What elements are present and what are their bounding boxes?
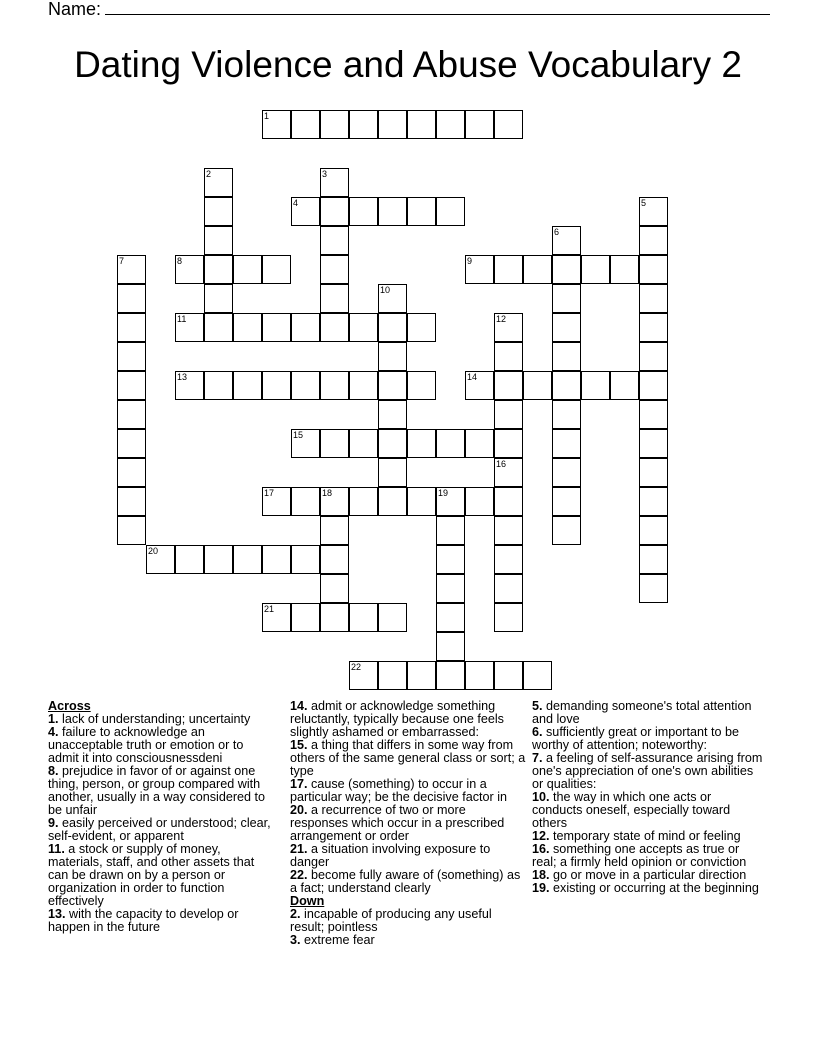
grid-cell[interactable] bbox=[494, 110, 523, 139]
grid-cell[interactable] bbox=[349, 197, 378, 226]
clue-number: 21 bbox=[264, 604, 275, 614]
grid-cell[interactable] bbox=[233, 545, 262, 574]
grid-cell[interactable] bbox=[407, 313, 436, 342]
grid-cell[interactable] bbox=[204, 371, 233, 400]
grid-cell[interactable] bbox=[117, 487, 146, 516]
clue-number: 13 bbox=[177, 372, 188, 382]
grid-cell[interactable] bbox=[320, 603, 349, 632]
grid-cell[interactable] bbox=[262, 487, 291, 516]
grid-cell[interactable] bbox=[407, 110, 436, 139]
grid-cell[interactable] bbox=[552, 458, 581, 487]
grid-cell[interactable] bbox=[552, 313, 581, 342]
clue-number: 9 bbox=[467, 256, 473, 266]
grid-cell[interactable] bbox=[262, 255, 291, 284]
clue-number: 8 bbox=[177, 256, 183, 266]
grid-cell[interactable] bbox=[117, 313, 146, 342]
grid-cell[interactable] bbox=[407, 661, 436, 690]
clue-number-label: 3. bbox=[290, 933, 301, 947]
grid-cell[interactable] bbox=[291, 603, 320, 632]
down-clue bbox=[532, 752, 764, 791]
clue-number-label: 12. bbox=[532, 829, 550, 843]
grid-cell[interactable] bbox=[291, 110, 320, 139]
grid-cell[interactable] bbox=[436, 632, 465, 661]
grid-cell[interactable] bbox=[639, 545, 668, 574]
grid-cell[interactable] bbox=[639, 313, 668, 342]
clue-number: 5 bbox=[641, 198, 647, 208]
clue-text: easily perceived or understood; clear, self-evident, or apparent bbox=[48, 816, 271, 843]
grid-cell[interactable] bbox=[552, 400, 581, 429]
clue-text: the way in which one acts or conducts oneself, especially toward others bbox=[532, 790, 731, 830]
grid-cell[interactable] bbox=[494, 574, 523, 603]
grid-cell[interactable] bbox=[436, 516, 465, 545]
grid-cell[interactable] bbox=[639, 458, 668, 487]
grid-cell[interactable] bbox=[552, 487, 581, 516]
grid-cell[interactable] bbox=[552, 284, 581, 313]
clues-column-2 bbox=[290, 700, 526, 947]
clue-number-label: 19. bbox=[532, 881, 550, 895]
grid-cell[interactable] bbox=[233, 255, 262, 284]
across-clue bbox=[48, 843, 276, 908]
grid-cell[interactable] bbox=[465, 255, 494, 284]
clue-number-label: 1. bbox=[48, 712, 59, 726]
clue-text: a stock or supply of money, materials, staff, and other assets that can be drawn on by a person or organization in order to function effectively bbox=[48, 842, 255, 908]
grid-cell[interactable] bbox=[465, 661, 494, 690]
grid-cell[interactable] bbox=[494, 603, 523, 632]
clue-text: a situation involving exposure to danger bbox=[290, 842, 491, 869]
clue-text: incapable of producing any useful result; pointless bbox=[290, 907, 492, 934]
grid-cell[interactable] bbox=[407, 197, 436, 226]
down-clue bbox=[532, 700, 764, 726]
grid-cell[interactable] bbox=[204, 168, 233, 197]
grid-cell[interactable] bbox=[291, 545, 320, 574]
grid-cell[interactable] bbox=[320, 284, 349, 313]
clue-number-label: 21. bbox=[290, 842, 308, 856]
grid-cell[interactable] bbox=[349, 429, 378, 458]
clue-number-label: 6. bbox=[532, 725, 543, 739]
grid-cell[interactable] bbox=[320, 110, 349, 139]
grid-cell[interactable] bbox=[465, 110, 494, 139]
clue-number-label: 22. bbox=[290, 868, 308, 882]
clue-text: extreme fear bbox=[300, 933, 375, 947]
down-heading: Down bbox=[290, 894, 325, 908]
grid-cell[interactable] bbox=[494, 255, 523, 284]
grid-cell[interactable] bbox=[320, 197, 349, 226]
grid-cell[interactable] bbox=[436, 603, 465, 632]
grid-cell[interactable] bbox=[117, 255, 146, 284]
clue-number-label: 10. bbox=[532, 790, 550, 804]
grid-cell[interactable] bbox=[610, 255, 639, 284]
clue-text: lack of understanding; uncertainty bbox=[58, 712, 251, 726]
across-clue bbox=[290, 804, 526, 843]
grid-cell[interactable] bbox=[378, 661, 407, 690]
grid-cell[interactable] bbox=[581, 371, 610, 400]
grid-cell[interactable] bbox=[262, 371, 291, 400]
grid-cell[interactable] bbox=[436, 110, 465, 139]
grid-cell[interactable] bbox=[639, 342, 668, 371]
grid-cell[interactable] bbox=[523, 661, 552, 690]
grid-cell[interactable] bbox=[291, 429, 320, 458]
grid-cell[interactable] bbox=[320, 226, 349, 255]
grid-cell[interactable] bbox=[436, 574, 465, 603]
grid-cell[interactable] bbox=[494, 661, 523, 690]
grid-cell[interactable] bbox=[204, 284, 233, 313]
grid-cell[interactable] bbox=[262, 313, 291, 342]
grid-cell[interactable] bbox=[436, 197, 465, 226]
clue-number: 18 bbox=[322, 488, 333, 498]
clue-text: with the capacity to develop or happen in the future bbox=[48, 907, 239, 934]
grid-cell[interactable] bbox=[291, 313, 320, 342]
grid-cell[interactable] bbox=[610, 371, 639, 400]
clue-text: cause (something) to occur in a particular way; be the decisive factor in bbox=[290, 777, 507, 804]
grid-cell[interactable] bbox=[494, 487, 523, 516]
grid-cell[interactable] bbox=[291, 197, 320, 226]
grid-cell[interactable] bbox=[378, 458, 407, 487]
grid-cell[interactable] bbox=[117, 400, 146, 429]
grid-cell[interactable] bbox=[436, 487, 465, 516]
grid-cell[interactable] bbox=[639, 371, 668, 400]
grid-cell[interactable] bbox=[639, 400, 668, 429]
across-clue bbox=[48, 726, 276, 765]
grid-cell[interactable] bbox=[175, 255, 204, 284]
clue-number: 10 bbox=[380, 285, 391, 295]
clue-number-label: 15. bbox=[290, 738, 308, 752]
clue-number-label: 9. bbox=[48, 816, 59, 830]
clue-text: failure to acknowledge an unacceptable truth or emotion or to admit it into consciousnessdeni bbox=[48, 725, 244, 765]
grid-cell[interactable] bbox=[494, 429, 523, 458]
grid-cell[interactable] bbox=[639, 284, 668, 313]
grid-cell[interactable] bbox=[378, 110, 407, 139]
grid-cell[interactable] bbox=[117, 458, 146, 487]
grid-cell[interactable] bbox=[233, 371, 262, 400]
grid-cell[interactable] bbox=[204, 226, 233, 255]
grid-cell[interactable] bbox=[465, 487, 494, 516]
grid-cell[interactable] bbox=[407, 371, 436, 400]
grid-cell[interactable] bbox=[465, 371, 494, 400]
clue-number-label: 17. bbox=[290, 777, 308, 791]
grid-cell[interactable] bbox=[494, 516, 523, 545]
name-label: Name: bbox=[48, 0, 102, 19]
clue-number: 11 bbox=[177, 314, 187, 324]
clue-text: go or move in a particular direction bbox=[549, 868, 747, 882]
grid-cell[interactable] bbox=[378, 487, 407, 516]
clue-text: a thing that differs in some way from others of the same general class or sort; a type bbox=[290, 738, 526, 778]
grid-cell[interactable] bbox=[552, 516, 581, 545]
clue-number: 14 bbox=[467, 372, 478, 382]
across-clue bbox=[290, 869, 526, 895]
down-clue bbox=[532, 882, 764, 895]
clue-number-label: 4. bbox=[48, 725, 59, 739]
grid-cell[interactable] bbox=[262, 110, 291, 139]
clues-column-1 bbox=[48, 700, 276, 934]
across-clue bbox=[48, 817, 276, 843]
grid-cell[interactable] bbox=[204, 197, 233, 226]
across-clue bbox=[290, 739, 526, 778]
clue-text: something one accepts as true or real; a firmly held opinion or conviction bbox=[532, 842, 747, 869]
grid-cell[interactable] bbox=[204, 255, 233, 284]
grid-cell[interactable] bbox=[349, 661, 378, 690]
clue-number-label: 11. bbox=[48, 842, 65, 856]
grid-cell[interactable] bbox=[233, 313, 262, 342]
grid-cell[interactable] bbox=[320, 371, 349, 400]
grid-cell[interactable] bbox=[639, 429, 668, 458]
grid-cell[interactable] bbox=[349, 110, 378, 139]
clue-number: 22 bbox=[351, 662, 362, 672]
grid-cell[interactable] bbox=[639, 255, 668, 284]
grid-cell[interactable] bbox=[204, 313, 233, 342]
clue-text: a feeling of self-assurance arising from one's appreciation of one's own abilities or qualities: bbox=[532, 751, 763, 791]
grid-cell[interactable] bbox=[320, 487, 349, 516]
grid-cell[interactable] bbox=[262, 603, 291, 632]
clue-number: 6 bbox=[554, 227, 560, 237]
across-clue bbox=[290, 700, 526, 739]
clue-number: 20 bbox=[148, 546, 159, 556]
clue-number-label: 20. bbox=[290, 803, 308, 817]
grid-cell[interactable] bbox=[523, 255, 552, 284]
across-clue bbox=[290, 843, 526, 869]
grid-cell[interactable] bbox=[407, 487, 436, 516]
grid-cell[interactable] bbox=[378, 342, 407, 371]
grid-cell[interactable] bbox=[175, 313, 204, 342]
down-clue bbox=[532, 726, 764, 752]
grid-cell[interactable] bbox=[117, 342, 146, 371]
clue-number: 15 bbox=[293, 430, 304, 440]
grid-cell[interactable] bbox=[349, 313, 378, 342]
grid-cell[interactable] bbox=[552, 371, 581, 400]
grid-cell[interactable] bbox=[494, 400, 523, 429]
grid-cell[interactable] bbox=[349, 487, 378, 516]
clue-number: 7 bbox=[119, 256, 125, 266]
grid-cell[interactable] bbox=[581, 255, 610, 284]
clue-number: 16 bbox=[496, 459, 507, 469]
across-clue bbox=[48, 908, 276, 934]
grid-cell[interactable] bbox=[639, 487, 668, 516]
grid-cell[interactable] bbox=[523, 371, 552, 400]
grid-cell[interactable] bbox=[320, 574, 349, 603]
grid-cell[interactable] bbox=[494, 371, 523, 400]
grid-cell[interactable] bbox=[320, 168, 349, 197]
down-clue bbox=[290, 934, 526, 947]
grid-cell[interactable] bbox=[465, 429, 494, 458]
across-clue bbox=[48, 765, 276, 817]
clue-number: 3 bbox=[322, 169, 328, 179]
clue-text: a recurrence of two or more responses which occur in a prescribed arrangement or order bbox=[290, 803, 505, 843]
clue-text: admit or acknowledge something reluctantly, typically because one feels slightly ashamed or embarrassed: bbox=[290, 699, 504, 739]
grid-cell[interactable] bbox=[436, 661, 465, 690]
grid-cell[interactable] bbox=[494, 342, 523, 371]
grid-cell[interactable] bbox=[378, 313, 407, 342]
grid-cell[interactable] bbox=[117, 284, 146, 313]
clue-text: become fully aware of (something) as a fact; understand clearly bbox=[290, 868, 521, 895]
grid-cell[interactable] bbox=[378, 197, 407, 226]
clue-text: prejudice in favor of or against one thing, person, or group compared with another, usually in a way considered to be unfair bbox=[48, 764, 266, 817]
grid-cell[interactable] bbox=[291, 487, 320, 516]
grid-cell[interactable] bbox=[262, 545, 291, 574]
clue-number: 2 bbox=[206, 169, 212, 179]
clue-text: demanding someone's total attention and love bbox=[532, 699, 752, 726]
grid-cell[interactable] bbox=[378, 400, 407, 429]
grid-cell[interactable] bbox=[436, 545, 465, 574]
grid-cell[interactable] bbox=[552, 255, 581, 284]
clue-number-label: 13. bbox=[48, 907, 66, 921]
grid-cell[interactable] bbox=[320, 429, 349, 458]
grid-cell[interactable] bbox=[407, 429, 436, 458]
clue-number: 4 bbox=[293, 198, 299, 208]
grid-cell[interactable] bbox=[320, 255, 349, 284]
grid-cell[interactable] bbox=[378, 371, 407, 400]
grid-cell[interactable] bbox=[552, 342, 581, 371]
down-clue bbox=[290, 908, 526, 934]
grid-cell[interactable] bbox=[117, 516, 146, 545]
grid-cell[interactable] bbox=[552, 226, 581, 255]
grid-cell[interactable] bbox=[639, 226, 668, 255]
grid-cell[interactable] bbox=[117, 371, 146, 400]
clue-number-label: 7. bbox=[532, 751, 543, 765]
grid-cell[interactable] bbox=[146, 545, 175, 574]
grid-cell[interactable] bbox=[117, 429, 146, 458]
grid-cell[interactable] bbox=[639, 197, 668, 226]
grid-cell[interactable] bbox=[204, 545, 233, 574]
clue-number-label: 16. bbox=[532, 842, 550, 856]
grid-cell[interactable] bbox=[320, 516, 349, 545]
grid-cell[interactable] bbox=[639, 574, 668, 603]
grid-cell[interactable] bbox=[320, 313, 349, 342]
across-clue bbox=[290, 778, 526, 804]
clue-number-label: 8. bbox=[48, 764, 59, 778]
clue-number: 17 bbox=[264, 488, 275, 498]
clue-number: 1 bbox=[264, 111, 270, 121]
grid-cell[interactable] bbox=[639, 516, 668, 545]
grid-cell[interactable] bbox=[175, 545, 204, 574]
grid-cell[interactable] bbox=[552, 429, 581, 458]
grid-cell[interactable] bbox=[175, 371, 204, 400]
grid-cell[interactable] bbox=[494, 458, 523, 487]
clues-column-3 bbox=[532, 700, 764, 895]
grid-cell[interactable] bbox=[349, 371, 378, 400]
clue-number: 12 bbox=[496, 314, 507, 324]
grid-cell[interactable] bbox=[494, 313, 523, 342]
across-heading: Across bbox=[48, 699, 91, 713]
grid-cell[interactable] bbox=[436, 429, 465, 458]
clue-number-label: 18. bbox=[532, 868, 550, 882]
down-clue bbox=[532, 843, 764, 869]
clue-number: 19 bbox=[438, 488, 449, 498]
clue-number-label: 14. bbox=[290, 699, 308, 713]
clue-text: temporary state of mind or feeling bbox=[549, 829, 741, 843]
grid-cell[interactable] bbox=[320, 545, 349, 574]
grid-cell[interactable] bbox=[378, 284, 407, 313]
grid-cell[interactable] bbox=[349, 603, 378, 632]
down-clue bbox=[532, 791, 764, 830]
clue-text: existing or occurring at the beginning bbox=[549, 881, 759, 895]
clue-number-label: 2. bbox=[290, 907, 301, 921]
clue-number-label: 5. bbox=[532, 699, 543, 713]
grid-cell[interactable] bbox=[378, 603, 407, 632]
grid-cell[interactable] bbox=[291, 371, 320, 400]
page-title: Dating Violence and Abuse Vocabulary 2 bbox=[74, 44, 742, 85]
grid-cell[interactable] bbox=[494, 545, 523, 574]
clue-text: sufficiently great or important to be worthy of attention; noteworthy: bbox=[532, 725, 739, 752]
grid-cell[interactable] bbox=[378, 429, 407, 458]
